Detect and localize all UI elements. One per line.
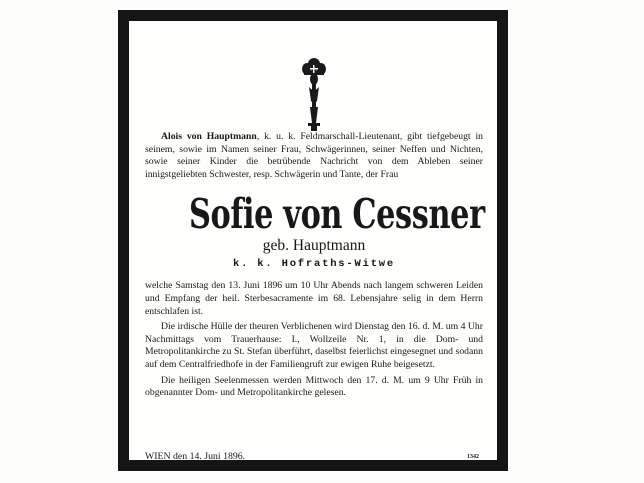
mass-paragraph: Die heiligen Seelenmessen werden Mittwoch den 17. d. M. um 9 Uhr Früh in obgenannter Dom- und Metropolitankirche gelesen. [145, 374, 483, 399]
deceased-name: Sofie von Cessner [188, 190, 485, 239]
notice-footer [145, 451, 483, 462]
intro-paragraph [145, 131, 483, 181]
intro-text: , k. u. k. Feldmarschall-Lieutenant, gibt tiefgebeugt in seinem, sowie im Namen seiner Frau, Schwägerinnen, seiner Neffen und Nichten, sowie seiner Kinder die betrübende Nachricht von dem Ableben seiner innigstgeliebten Schwester, resp. Schwägerin und Tante, der Frau [145, 131, 483, 180]
deceased-title: k. k. Hofraths-Witwe [232, 258, 396, 271]
advert-code: 1342 [467, 454, 479, 460]
obituary-notice [118, 10, 508, 471]
birth-name: geb. Hauptmann [262, 237, 366, 255]
funeral-paragraph: Die irdische Hülle der theuren Verblichenen wird Dienstag den 16. d. M. um 4 Uhr Nachmittags vom Trauerhause: I., Wollzeile Nr. 1, in die Dom- und Metropolitankirche zu St. Stefan überführt, daselbst feierlichst eingesegnet und sodann auf dem Centralfriedhofe in der Familiengruft zur ewigen Ruhe beigesetzt. [145, 321, 483, 370]
place-date: WIEN den 14. Juni 1896. [145, 451, 246, 462]
cross-icon [302, 57, 326, 131]
announcer-name: Alois von Hauptmann [161, 131, 257, 142]
notice-body [145, 131, 483, 400]
death-paragraph: welche Samstag den 13. Juni 1896 um 10 Uhr Abends nach langem schweren Leiden und Empfang der heil. Sterbesacramente im 68. Lebensjahre selig in dem Herrn entschlafen ist. [145, 280, 483, 317]
